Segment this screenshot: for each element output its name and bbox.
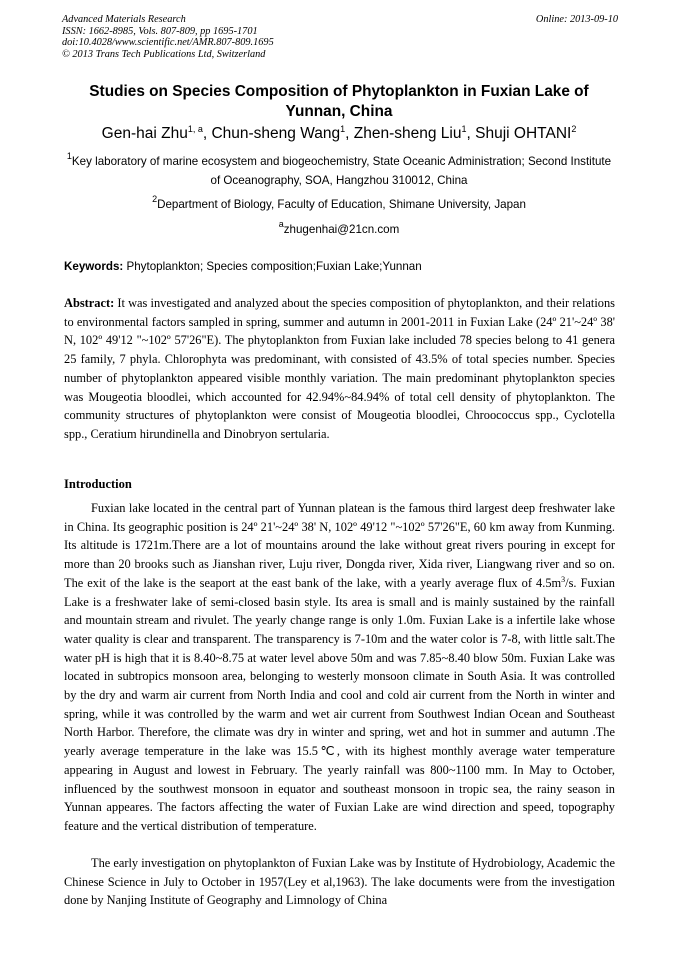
paper-title: Studies on Species Composition of Phytoplankton in Fuxian Lake of Yunnan, China (89, 83, 589, 120)
issn-line: ISSN: 1662-8985, Vols. 807-809, pp 1695-1701 (62, 25, 258, 37)
introduction-paragraph-1 (64, 499, 615, 836)
journal-header (62, 14, 618, 60)
abstract (64, 294, 615, 444)
paragraph-text: Fuxian lake located in the central part of Yunnan platean is the famous third largest deep freshwater lake in China. Its geographic position is 24º 21'~24º 38' N, 102º 49'12 "~102º 57'26"E, 60 km away from Kunming. Its altitude is 1721m.There are a lot of mountains around the lake without great rivers pouring in except for more than 20 brooks such as Jianshan river, Luju river, Dongda river, Xida river, Liangwang river and so on. The exit of the lake is the seaport at the east bank of the lake, with a yearly average flux of 4.5m (64, 501, 615, 590)
doi-line: doi:10.4028/www.scientific.net/AMR.807-809.1695 (62, 37, 274, 49)
author-name: Chun-sheng Wang (211, 125, 341, 142)
introduction-heading: Introduction (64, 477, 132, 491)
author-affiliation-mark: 1 (461, 124, 467, 134)
author-name: Shuji OHTANI (475, 125, 572, 142)
author-separator: , (202, 125, 212, 142)
affiliation-mark: 1 (66, 151, 72, 161)
author-list (40, 124, 638, 144)
author-affiliation-mark: 1, a (187, 124, 203, 134)
author-separator: , (345, 125, 354, 142)
email-address: zhugenhai@21cn.com (283, 223, 400, 236)
author-affiliation-mark: 2 (571, 124, 577, 134)
affiliation-mark: 2 (152, 194, 158, 204)
paragraph-text: /s. Fuxian Lake is a freshwater lake of semi-closed basin style. Its area is small and is mainly sustained by the rainfall and mountain stream and rivulet. The yearly change range is only 1.0m. Fuxian Lake is a infertile lake whose water quality is clear and transparent. The transparency is 7-10m and the water color is 7-8, with little salt.The water pH is high that it is 8.40~8.75 at water level above 50m and was 7.85~8.40 blow 50m. Fuxian Lake was located in subtropics monsoon area, belonging to westerly monsoon climate in South Asia. It was controlled by the dry and warm air current from North India and cool and cold air current from the North in winter and spring, while it was controlled by the warm and wet air current from Southwest Indian Ocean and Southeast North Harbor. Therefore, the climate was dry in winter and spring, wet and hot in summer and autumn .The yearly average temperature in the lake was 15.5℃, with its highest monthly average water temperature appearing in August and lowest in February. The yearly rainfall was 800~1100 mm. In May to October, influenced by the southwest monsoon in equator and southeast monsoon in tropic sea, the rainy season in Yunnan appeares. The factors affecting the water of Fuxian Lake are wind direction and speed, topography feature and the vertical distribution of temperature. (64, 575, 616, 833)
affiliation-text: Department of Biology, Faculty of Education, Shimane University, Japan (157, 198, 526, 211)
keywords-label: Keywords: (64, 260, 124, 273)
journal-name: Advanced Materials Research (62, 14, 186, 25)
abstract-label: Abstract: (64, 296, 115, 310)
affiliation-text: Key laboratory of marine ecosystem and biogeochemistry, State Oceanic Administration; Second Institute of Oceanography, SOA, Hangzhou 310012, China (71, 155, 612, 187)
author-affiliation-mark: 1 (340, 124, 346, 134)
copyright-line: © 2013 Trans Tech Publications Ltd, Switzerland (62, 48, 266, 60)
affiliation-2 (62, 195, 616, 214)
online-date: Online: 2013-09-10 (535, 14, 618, 25)
author-name: Gen-hai Zhu (101, 125, 188, 142)
introduction-paragraph-2: The early investigation on phytoplankton of Fuxian Lake was by Institute of Hydrobiology, Academic the Chinese Science in July to October in 1957(Ley et al,1963). The lake documents were from the investigation done by Nanjing Institute of Geography and Limnology of China (64, 856, 615, 908)
abstract-text: It was investigated and analyzed about the species composition of phytoplankton, and their relations to environmental factors sampled in spring, summer and autumn in 2001-2011 in Fuxian Lake (24º 21'~24º 38' N, 102º 49'12 "~102º 57'26"E). The phytoplankton from Fuxian lake included 78 species belong to 41 genera 25 family, 7 phyla. Chlorophyta was predominant, with consisted of 43.5% of total species number. Species number of phytoplankton appeared visible monthly variation. The main predominant phytoplankton species was Mougeotia bloodlei, which accounted for 42.94%~84.94% of total cell density of phytoplankton. The community structures of phytoplankton were consist of Mougeotia bloodlei, Chroococcus spp., Cyclotella spp., Ceratium hirundinella and Dinobryon sertularia. (64, 296, 615, 441)
affiliation-1 (62, 152, 616, 190)
unit-exponent: 3 (561, 574, 566, 584)
keywords (64, 259, 616, 275)
author-name: Zhen-sheng Liu (353, 125, 462, 142)
keywords-text: Phytoplankton; Species composition;Fuxian Lake;Yunnan (123, 260, 422, 273)
author-separator: , (466, 125, 476, 142)
author-email (62, 220, 616, 239)
email-mark: a (278, 219, 284, 229)
